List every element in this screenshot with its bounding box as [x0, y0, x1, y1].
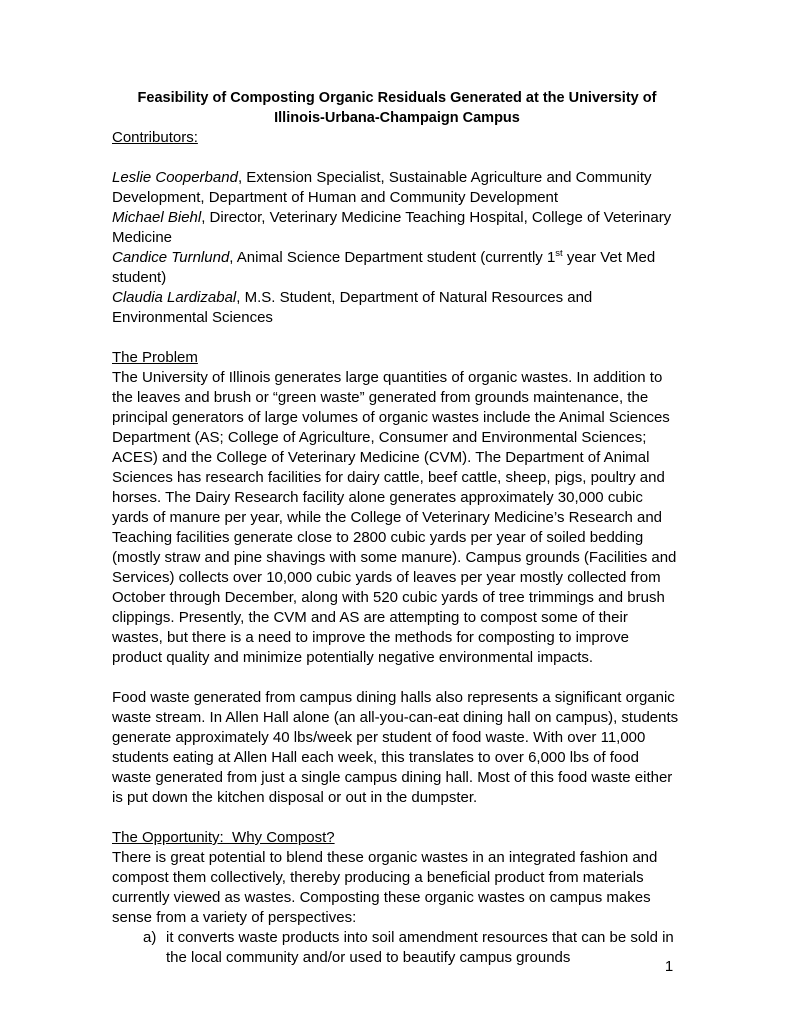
document-title [112, 88, 682, 128]
contributor-affiliation: , Director, Veterinary Medicine Teaching Hospital, College of Veterinary Medicine [112, 209, 672, 246]
ordinal-suffix: st [555, 248, 563, 259]
contributor-affiliation: , M.S. Student, Department of Natural Resources and Environmental Sciences [112, 289, 593, 326]
contributor-entry-2 [112, 208, 682, 248]
contributor-name: Michael Biehl [112, 209, 202, 226]
section-paragraph: The University of Illinois generates large quantities of organic wastes. In addition to the leaves and brush or “green waste” generated from grounds maintenance, the principal generators of large volumes of organic wastes include the Animal Sciences Department (AS; College of Agriculture, Consumer and Environmental Sciences; ACES) and the College of Veterinary Medicine (CVM). The Department of Animal Sciences has research facilities for dairy cattle, beef cattle, sheep, pigs, poultry and horses. The Dairy Research facility alone generates approximately 30,000 cubic yards of manure per year, while the College of Veterinary Medicine’s Research and Teaching facilities generate close to 2800 cubic yards per year of soiled bedding (mostly straw and pine shavings with some manure). Campus grounds (Facilities and Services) collects over 10,000 cubic yards of leaves per year mostly collected from October through December, along with 520 cubic yards of tree trimmings and brush clippings. Presently, the CVM and AS are attempting to compost some of their wastes, but there is a need to improve the methods for composting to improve product quality and minimize potentially negative environmental impacts. [112, 369, 677, 666]
contributor-affiliation-before: , Animal Science Department student (currently 1 [229, 249, 556, 266]
contributors-heading: Contributors: [112, 129, 198, 146]
section-paragraph: There is great potential to blend these organic wastes in an integrated fashion and compost them collectively, thereby producing a beneficial product from materials currently viewed as wastes. Composting these organic wastes on campus makes sense from a variety of perspectives: [112, 849, 658, 926]
document-title-line-1: Feasibility of Composting Organic Residuals Generated at the University of [137, 90, 657, 106]
document-body [112, 88, 682, 968]
spacer [112, 668, 682, 688]
contributor-name: Leslie Cooperband [112, 169, 238, 186]
list-item-marker: a) [143, 929, 157, 946]
contributor-entry-4 [112, 288, 682, 328]
section-heading-the-opportunity: The Opportunity: Why Compost? [112, 829, 335, 846]
list-item-text: it converts waste products into soil amendment resources that can be sold in the local community and/or used to beautify campus grounds [166, 929, 674, 966]
page-number: 1 [664, 958, 674, 975]
contributor-entry-3 [112, 248, 682, 288]
contributor-affiliation-after: year Vet Med student) [112, 249, 656, 286]
spacer [112, 148, 682, 168]
contributor-name: Candice Turnlund [112, 249, 230, 266]
spacer [112, 328, 682, 348]
contributor-entry-1 [112, 168, 682, 208]
contributor-affiliation: , Extension Specialist, Sustainable Agriculture and Community Development, Department of Human and Community Development [112, 169, 652, 206]
contributor-name: Claudia Lardizabal [112, 289, 237, 306]
section-heading-the-problem: The Problem [112, 349, 198, 366]
document-title-line-2: Illinois-Urbana-Champaign Campus [274, 110, 520, 126]
spacer [112, 808, 682, 828]
section-paragraph: Food waste generated from campus dining halls also represents a significant organic waste stream. In Allen Hall alone (an all-you-can-eat dining hall on campus), students generate approximately 40 lbs/week per student of food waste. With over 11,000 students eating at Allen Hall each week, this translates to over 6,000 lbs of food waste generated from just a single campus dining hall. Most of this food waste either is put down the kitchen disposal or out in the dumpster. [112, 689, 679, 806]
